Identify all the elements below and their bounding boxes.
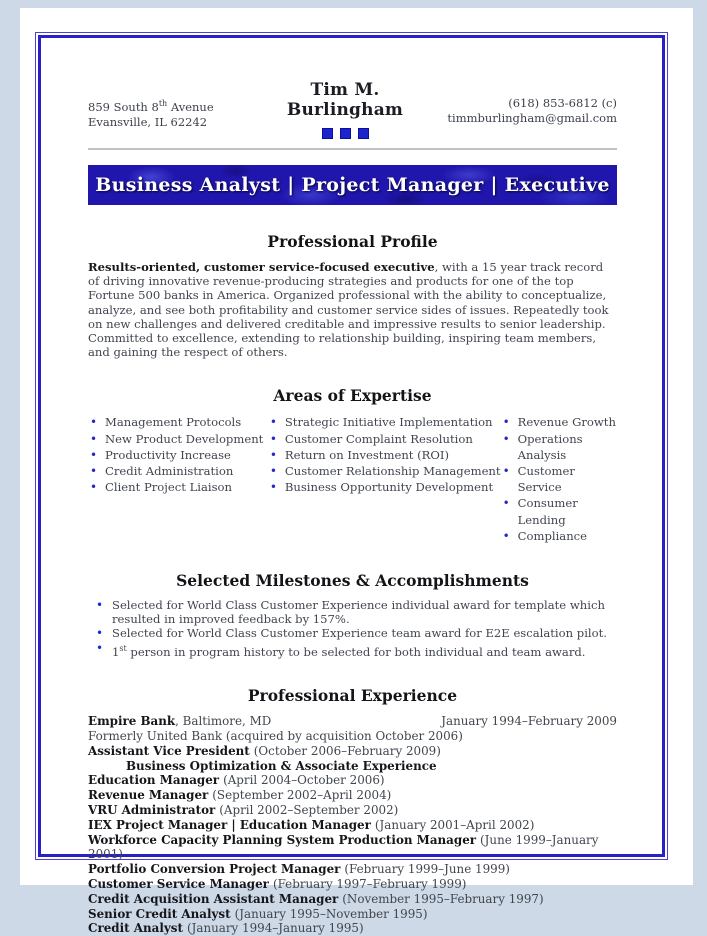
expertise-column-2: [268, 414, 501, 544]
expertise-item: • Business Opportunity Development: [268, 479, 501, 495]
role-line: IEX Project Manager | Education Manager (January 2001–April 2002): [88, 817, 535, 832]
section-heading-expertise: Areas of Expertise: [273, 386, 432, 406]
person-name: Tim M. Burlingham: [286, 80, 404, 120]
role-line: Workforce Capacity Planning System Production Manager (June 1999–January 2001): [88, 832, 599, 862]
expertise-item: • Return on Investment (ROI): [268, 447, 501, 463]
employment-dates: January 1994–February 2009: [441, 714, 617, 729]
expertise-item: • Management Protocols: [88, 414, 268, 430]
role-line: Credit Analyst (January 1994–January 1995): [88, 921, 364, 936]
role-line: Credit Acquisition Assistant Manager (November 1995–February 1997): [88, 891, 544, 906]
square-icon: [322, 128, 333, 139]
expertise-item: • Customer Service: [501, 463, 617, 495]
milestones-list: [88, 599, 617, 659]
role-line: Education Manager (April 2004–October 2006): [88, 773, 385, 788]
milestone-item: • Selected for World Class Customer Experience team award for E2E escalation pilot.: [88, 627, 617, 641]
expertise-item: • Consumer Lending: [501, 495, 617, 527]
expertise-column-1: [88, 414, 268, 544]
decorative-squares: [258, 128, 432, 139]
division-line: Business Optimization & Associate Experience: [126, 758, 437, 773]
page-border-frame: [38, 35, 665, 936]
title-banner: Business Analyst | Project Manager | Executive: [88, 165, 617, 205]
expertise-column-3: [501, 414, 617, 544]
phone-number: (618) 853-6812 (c): [508, 96, 617, 110]
expertise-item: • Operations Analysis: [501, 431, 617, 463]
address-line-2: Evansville, IL 62242: [88, 114, 208, 129]
expertise-item: • Strategic Initiative Implementation: [268, 414, 501, 430]
section-heading-profile: Professional Profile: [267, 232, 438, 251]
address-block: [88, 80, 258, 130]
section-heading-experience: Professional Experience: [247, 686, 458, 706]
employer-note: Formerly United Bank (acquired by acquisition October 2006): [88, 729, 463, 744]
expertise-item: • Productivity Increase: [88, 447, 268, 463]
expertise-item: • Customer Complaint Resolution: [268, 431, 501, 447]
page-content: [41, 38, 662, 936]
employer-row: [88, 714, 617, 729]
employer-name-location: [88, 714, 271, 729]
profile-paragraph: [88, 260, 617, 359]
square-icon: [358, 128, 369, 139]
expertise-item: • Revenue Growth: [501, 414, 617, 430]
expertise-grid: [88, 414, 617, 544]
role-line: Assistant Vice President (October 2006–February 2009): [88, 743, 441, 758]
header-center: [258, 80, 432, 139]
expertise-item: • Client Project Liaison: [88, 479, 268, 495]
resume-page: [20, 8, 693, 936]
email-address: timmburlingham@gmail.com: [447, 111, 617, 125]
role-line: VRU Administrator (April 2002–September 2002): [88, 803, 399, 818]
role-line: Revenue Manager (September 2002–April 2004): [88, 788, 392, 803]
role-line: Customer Service Manager (February 1997–February 1999): [88, 877, 467, 892]
profile-lead: Results-oriented, customer service-focused executive: [88, 260, 435, 274]
milestone-item: • 1st person in program history to be selected for both individual and team award.: [88, 642, 617, 659]
milestone-item: • Selected for World Class Customer Experience individual award for template which resulted in improved feedback by 157%.: [88, 599, 617, 626]
address-line-1: 859 South 8th Avenue: [88, 99, 214, 114]
section-heading-milestones: Selected Milestones & Accomplishments: [176, 571, 529, 591]
contact-block: [432, 80, 617, 126]
profile-body: , with a 15 year track record of driving innovative revenue-producing strategies and products for one of the top Fortune 500 banks in America. Organized professional with the ability to conceptualize, analyze, and see both profitability and customer service sides of issues. Repeatedly took on new challenges and delivered creditable and impressive results to senior leadership. Committed to excellence, extending to relationship building, inspiring team members, and gaining the respect of others.: [88, 260, 609, 360]
employer-location: , Baltimore, MD: [175, 714, 272, 729]
expertise-item: • Credit Administration: [88, 463, 268, 479]
square-icon: [340, 128, 351, 139]
expertise-item: • Customer Relationship Management: [268, 463, 501, 479]
header: [88, 80, 617, 139]
expertise-item: • New Product Development: [88, 431, 268, 447]
employer-name: Empire Bank: [88, 714, 176, 729]
header-divider: [88, 148, 617, 150]
role-line: Portfolio Conversion Project Manager (February 1999–June 1999): [88, 862, 510, 877]
role-line: Senior Credit Analyst (January 1995–November 1995): [88, 906, 428, 921]
expertise-item: • Compliance: [501, 528, 617, 544]
